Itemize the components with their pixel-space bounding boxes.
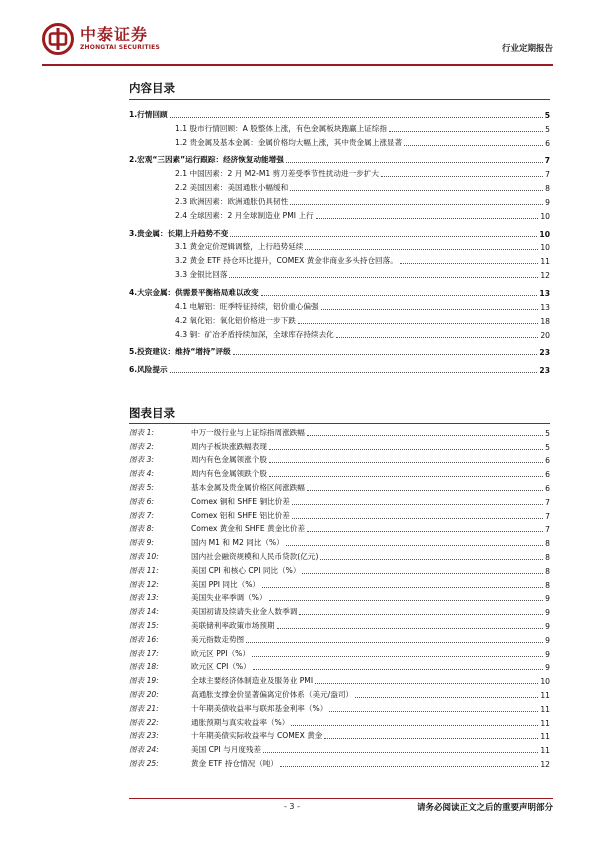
figure-entry-link[interactable] xyxy=(129,493,550,507)
toc-entry-text: 3.贵金属：长期上升趋势不变 xyxy=(129,228,229,238)
figure-number: 图表 22: xyxy=(129,717,159,727)
toc-page-number: 12 xyxy=(540,271,550,281)
toc-page-number: 18 xyxy=(540,316,550,326)
toc-section-link[interactable] xyxy=(129,152,550,166)
figure-caption: 美国 CPI 与月度残差 xyxy=(191,745,262,755)
figure-entry-link[interactable] xyxy=(129,603,550,617)
figure-number: 图表 5: xyxy=(129,482,154,492)
toc-page-number: 6 xyxy=(545,138,550,148)
toc-page-number: 10 xyxy=(540,211,550,221)
figure-page-number: 10 xyxy=(540,677,550,687)
figure-number: 图表 10: xyxy=(129,551,159,561)
figure-page-number: 8 xyxy=(545,552,550,562)
figure-caption: 周内有色金属领涨个股 xyxy=(191,455,267,465)
figure-number: 图表 17: xyxy=(129,648,159,658)
figure-number: 图表 21: xyxy=(129,703,159,713)
figure-number: 图表 15: xyxy=(129,620,159,630)
dot-leader xyxy=(262,587,543,588)
figure-page-number: 11 xyxy=(540,704,550,714)
figure-page-number: 5 xyxy=(545,428,550,438)
figure-entry-link[interactable] xyxy=(129,700,550,714)
dot-leader xyxy=(277,628,544,629)
dot-leader xyxy=(229,277,538,278)
toc-page-number: 23 xyxy=(539,348,550,358)
list-of-figures xyxy=(129,424,550,769)
toc-page-number: 10 xyxy=(540,243,550,253)
dot-leader xyxy=(381,176,543,177)
toc-section-link[interactable] xyxy=(129,284,550,298)
figure-page-number: 8 xyxy=(545,539,550,549)
figure-entry-link[interactable] xyxy=(129,686,550,700)
toc-subsection-link[interactable] xyxy=(129,326,550,340)
figure-page-number: 9 xyxy=(545,649,550,659)
figure-entry-link[interactable] xyxy=(129,755,550,769)
toc-subsection-link[interactable] xyxy=(129,120,550,134)
figure-caption: 全球主要经济体制造业及服务业 PMI xyxy=(191,676,314,686)
toc-subsection-link[interactable] xyxy=(129,134,550,148)
dot-leader xyxy=(324,738,538,739)
toc-entry-text: 6.风险提示 xyxy=(129,365,168,375)
figure-page-number: 5 xyxy=(545,442,550,452)
logo-chinese-name: 中泰证券 xyxy=(80,25,149,44)
figure-caption: 通胀预期与真实收益率（%） xyxy=(191,717,290,727)
dot-leader xyxy=(253,669,543,670)
figure-page-number: 6 xyxy=(545,483,550,493)
figure-caption: 黄金 ETF 持仓情况（吨） xyxy=(191,758,278,768)
figure-entry-link[interactable] xyxy=(129,452,550,466)
toc-entry-text: 4.1 电解铝：旺季特征持续，铝价重心偏强 xyxy=(175,301,319,311)
dot-leader xyxy=(299,614,543,615)
toc-section-link[interactable] xyxy=(129,106,550,120)
header-divider xyxy=(42,64,553,66)
toc-entry-text: 3.2 黄金 ETF 持仓环比提升，COMEX 黄金非商业多头持仓回落。 xyxy=(175,256,398,266)
toc-entry-text: 4.3 铜：矿冶矛盾持续加深，全球库存持续去化 xyxy=(175,329,334,339)
dot-leader xyxy=(170,117,543,118)
dot-leader xyxy=(400,263,538,264)
figure-caption: 国内社会融资规模和人民币贷款(亿元) xyxy=(191,551,319,561)
figure-entry-link[interactable] xyxy=(129,659,550,673)
dot-leader xyxy=(355,697,538,698)
toc-entry-text: 2.4 全球因素：2 月全球制造业 PMI 上行 xyxy=(175,210,314,220)
figure-number: 图表 6: xyxy=(129,496,154,506)
toc-entry-text: 2.3 欧洲因素：欧洲通胀仍具韧性 xyxy=(175,196,289,206)
toc-title: 内容目录 xyxy=(129,81,175,95)
figure-number: 图表 18: xyxy=(129,662,159,672)
toc-title-divider xyxy=(129,99,550,100)
dot-leader xyxy=(269,462,543,463)
figure-number: 图表 9: xyxy=(129,538,154,548)
figure-number: 图表 19: xyxy=(129,676,159,686)
figure-entry-link[interactable] xyxy=(129,631,550,645)
dot-leader xyxy=(307,531,543,532)
figure-caption: 美国初请及续请失业金人数季调 xyxy=(191,607,298,617)
dot-leader xyxy=(286,545,543,546)
dot-leader xyxy=(404,145,543,146)
figure-page-number: 9 xyxy=(545,663,550,673)
toc-section-link[interactable] xyxy=(129,225,550,239)
figure-number: 图表 7: xyxy=(129,510,154,520)
figure-entry-link[interactable] xyxy=(129,576,550,590)
figure-caption: 基本金属及贵金属价格区间涨跌幅 xyxy=(191,482,305,492)
figure-caption: 中万一级行业与上证综指周涨跌幅 xyxy=(191,427,305,437)
figure-entry-link[interactable] xyxy=(129,562,550,576)
company-logo xyxy=(42,23,160,55)
dot-leader xyxy=(261,295,538,296)
toc-subsection-link[interactable] xyxy=(129,298,550,312)
figure-page-number: 11 xyxy=(540,732,550,742)
toc-page-number: 13 xyxy=(539,288,550,298)
figure-page-number: 6 xyxy=(545,470,550,480)
figure-entry-link[interactable] xyxy=(129,728,550,742)
figure-number: 图表 20: xyxy=(129,689,159,699)
report-type-label: 行业定期报告 xyxy=(501,44,553,54)
figure-number: 图表 23: xyxy=(129,731,159,741)
toc-subsection-link[interactable] xyxy=(129,239,550,253)
figure-caption: 欧元区 CPI（%） xyxy=(191,662,251,672)
dot-leader xyxy=(316,218,539,219)
dot-leader xyxy=(315,683,538,684)
dot-leader xyxy=(292,518,543,519)
dot-leader xyxy=(269,476,543,477)
figure-entry-link[interactable] xyxy=(129,548,550,562)
figure-page-number: 7 xyxy=(545,525,550,535)
figure-page-number: 8 xyxy=(545,580,550,590)
dot-leader xyxy=(302,573,543,574)
toc-subsection-link[interactable] xyxy=(129,266,550,280)
figure-page-number: 6 xyxy=(545,456,550,466)
figure-number: 图表 25: xyxy=(129,758,159,768)
dot-leader xyxy=(233,354,538,355)
figure-page-number: 9 xyxy=(545,594,550,604)
toc-entry-text: 1.行情回顾 xyxy=(129,109,168,119)
toc-subsection-link[interactable] xyxy=(129,312,550,326)
toc-page-number: 20 xyxy=(540,330,550,340)
figure-caption: 周内子板块涨跌幅表现 xyxy=(191,441,267,451)
figure-entry-link[interactable] xyxy=(129,479,550,493)
toc-subsection-link[interactable] xyxy=(129,207,550,221)
figure-page-number: 11 xyxy=(540,746,550,756)
figure-number: 图表 1: xyxy=(129,427,154,437)
toc-page-number: 8 xyxy=(545,184,550,194)
figure-number: 图表 16: xyxy=(129,634,159,644)
dot-leader xyxy=(230,236,537,237)
toc-page-number: 11 xyxy=(540,257,550,267)
figure-number: 图表 12: xyxy=(129,579,159,589)
dot-leader xyxy=(292,504,543,505)
figure-number: 图表 13: xyxy=(129,593,159,603)
toc-entry-text: 3.1 黄金定价逻辑调整，上行趋势延续 xyxy=(175,242,304,252)
dot-leader xyxy=(305,249,538,250)
dot-leader xyxy=(290,204,543,205)
figure-entry-link[interactable] xyxy=(129,741,550,755)
figure-caption: 美国失业率季调（%） xyxy=(191,593,267,603)
figure-caption: 美联储利率政策市场预期 xyxy=(191,620,275,630)
figure-page-number: 11 xyxy=(540,718,550,728)
toc-entry-text: 1.1 股市行情回顾：A 股整体上涨，有色金属板块跑赢上证综指 xyxy=(175,123,387,133)
figure-number: 图表 11: xyxy=(129,565,159,575)
toc-subsection-link[interactable] xyxy=(129,193,550,207)
dot-leader xyxy=(320,559,543,560)
dot-leader xyxy=(298,323,539,324)
toc-page-number: 5 xyxy=(544,110,550,120)
figure-entry-link[interactable] xyxy=(129,714,550,728)
figure-caption: 高通胀支撑金价显著偏离定价体系（美元/盎司） xyxy=(191,689,354,699)
toc-subsection-link[interactable] xyxy=(129,165,550,179)
figure-page-number: 7 xyxy=(545,497,550,507)
figure-caption: 美元指数走势图 xyxy=(191,634,245,644)
toc-entry-text: 4.2 氧化铝：氧化铝价格进一步下跌 xyxy=(175,315,296,325)
toc-page-number: 5 xyxy=(545,124,550,134)
logo-english-name: ZHONGTAI SECURITIES xyxy=(80,44,160,51)
toc-entry-text: 1.2 贵金属及基本金属：金属价格均大幅上涨，其中贵金属上涨显著 xyxy=(175,137,403,147)
figure-page-number: 9 xyxy=(545,608,550,618)
figure-entry-link[interactable] xyxy=(129,507,550,521)
figure-number: 图表 4: xyxy=(129,469,154,479)
toc-entry-text: 2.宏观“三因素”运行跟踪：经济恢复动能增强 xyxy=(129,155,284,165)
figure-caption: 十年期美债收益率与联邦基金利率（%） xyxy=(191,703,328,713)
toc-section-link[interactable] xyxy=(129,361,550,375)
toc-subsection-link[interactable] xyxy=(129,252,550,266)
figure-caption: 十年期美债实际收益率与 COMEX 黄金 xyxy=(191,731,323,741)
toc-entry-text: 3.3 金银比回落 xyxy=(175,270,228,280)
figure-entry-link[interactable] xyxy=(129,672,550,686)
toc-section-link[interactable] xyxy=(129,344,550,358)
footer-divider xyxy=(129,798,553,799)
figure-number: 图表 14: xyxy=(129,607,159,617)
disclaimer-text: 请务必阅读正文之后的重要声明部分 xyxy=(416,803,553,813)
figure-entry-link[interactable] xyxy=(129,465,550,479)
dot-leader xyxy=(321,309,539,310)
toc-page-number: 10 xyxy=(539,229,550,239)
figure-number: 图表 8: xyxy=(129,524,154,534)
figure-number: 图表 3: xyxy=(129,455,154,465)
toc-page-number: 7 xyxy=(544,156,550,166)
dot-leader xyxy=(170,372,538,373)
dot-leader xyxy=(307,435,543,436)
figure-caption: Comex 铝和 SHFE 铝比价差 xyxy=(191,510,290,520)
dot-leader xyxy=(280,766,538,767)
toc-page-number: 9 xyxy=(545,197,550,207)
figure-caption: 欧元区 PPI（%） xyxy=(191,648,250,658)
figure-caption: Comex 黄金和 SHFE 黄金比价差 xyxy=(191,524,306,534)
dot-leader xyxy=(307,490,543,491)
toc-page-number: 23 xyxy=(539,366,550,376)
dot-leader xyxy=(389,131,543,132)
figure-entry-link[interactable] xyxy=(129,617,550,631)
dot-leader xyxy=(329,711,538,712)
table-of-contents xyxy=(129,106,550,375)
figure-page-number: 9 xyxy=(545,635,550,645)
toc-entry-text: 4.大宗金属：供需景平衡格局难以改变 xyxy=(129,287,259,297)
figure-caption: 周内有色金属领跌个股 xyxy=(191,469,267,479)
zhongtai-logo-icon xyxy=(42,23,74,55)
toc-entry-text: 5.投资建议：维持“增持”评级 xyxy=(129,347,231,357)
figure-entry-link[interactable] xyxy=(129,521,550,535)
toc-page-number: 7 xyxy=(545,170,550,180)
figure-page-number: 11 xyxy=(540,690,550,700)
dot-leader xyxy=(269,449,543,450)
dot-leader xyxy=(269,600,544,601)
figure-entry-link[interactable] xyxy=(129,590,550,604)
toc-page-number: 13 xyxy=(540,302,550,312)
toc-entry-text: 2.1 中国因素：2 月 M2-M1 剪刀差受季节性扰动进一步扩大 xyxy=(175,169,379,179)
figures-title: 图表目录 xyxy=(129,406,175,420)
toc-subsection-link[interactable] xyxy=(129,179,550,193)
page-header xyxy=(0,0,595,70)
figure-page-number: 8 xyxy=(545,566,550,576)
dot-leader xyxy=(263,752,538,753)
figure-entry-link[interactable] xyxy=(129,438,550,452)
figure-caption: 美国 CPI 和核心 CPI 同比（%） xyxy=(191,565,301,575)
figure-page-number: 7 xyxy=(545,511,550,521)
figure-entry-link[interactable] xyxy=(129,645,550,659)
figure-entry-link[interactable] xyxy=(129,534,550,548)
figure-page-number: 9 xyxy=(545,621,550,631)
dot-leader xyxy=(252,656,543,657)
figure-entry-link[interactable] xyxy=(129,424,550,438)
dot-leader xyxy=(291,725,538,726)
figure-page-number: 12 xyxy=(540,759,550,769)
figure-number: 图表 2: xyxy=(129,441,154,451)
figure-caption: Comex 铜和 SHFE 铜比价差 xyxy=(191,496,290,506)
dot-leader xyxy=(290,190,543,191)
toc-entry-text: 2.2 美国因素：美国通胀小幅缓和 xyxy=(175,183,289,193)
page-number: - 3 - xyxy=(284,802,300,811)
dot-leader xyxy=(246,642,543,643)
figure-number: 图表 24: xyxy=(129,745,159,755)
figure-caption: 美国 PPI 同比（%） xyxy=(191,579,261,589)
dot-leader xyxy=(286,162,543,163)
figure-caption: 国内 M1 和 M2 同比（%） xyxy=(191,538,284,548)
dot-leader xyxy=(336,337,539,338)
